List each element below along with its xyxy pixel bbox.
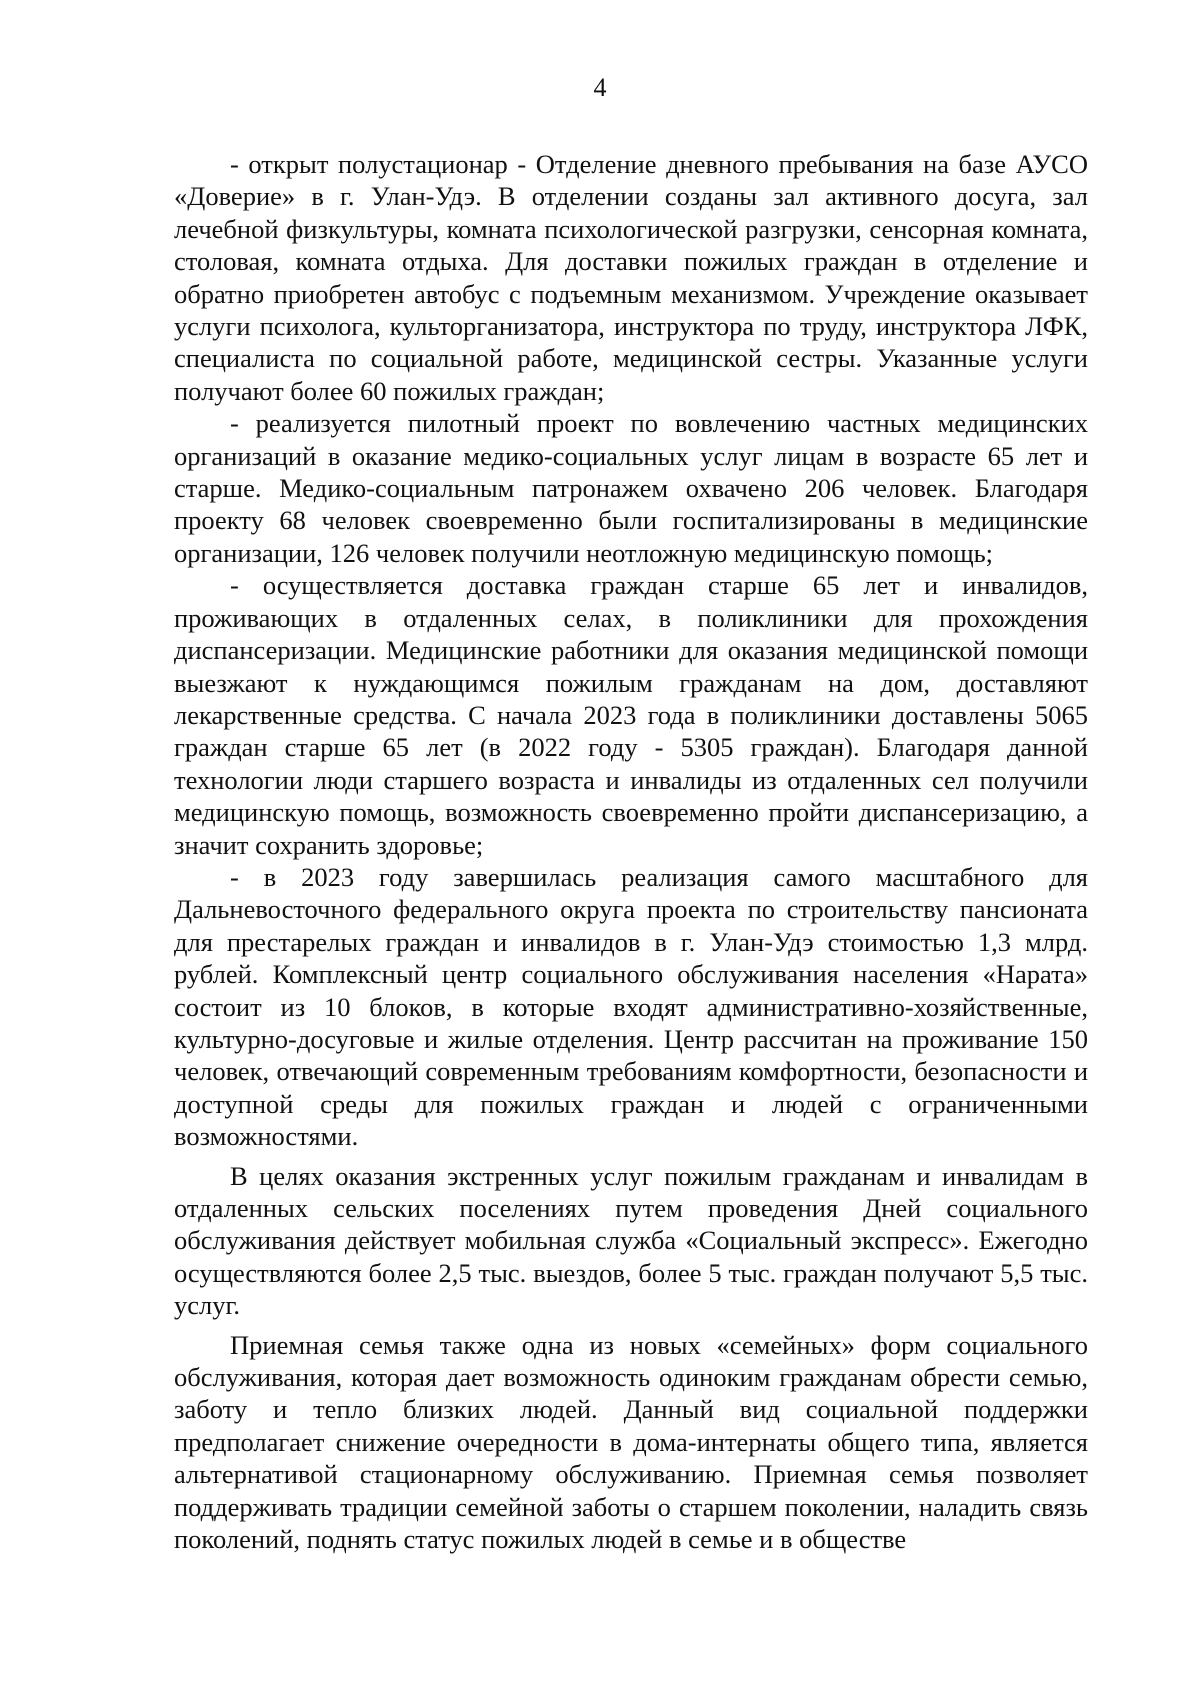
paragraph-day-care-unit: - открыт полустационар - Отделение дневного пребывания на базе АУСО «Доверие» в г. Улан-Удэ. В отделении созданы зал активного досуга, зал лечебной физкультуры, комната психологической разгрузки, сенсорная комната, столовая, комната отдыха. Для доставки пожилых граждан в отделение и обратно приобретен автобус с подъемным механизмом. Учреждение оказывает услуги психолога, культорганизатора, инструктора по труду, инструктора ЛФК, специалиста по социальной работе, медицинской сестры. Указанные услуги получают более 60 пожилых граждан; — [174, 149, 1088, 406]
paragraph-social-express: В целях оказания экстренных услуг пожилым гражданам и инвалидам в отдаленных сельских поселениях путем проведения Дней социального обслуживания действует мобильная служба «Социальный экспресс». Ежегодно осуществляются более 2,5 тыс. выездов, более 5 тыс. граждан получают 5,5 тыс. услуг. — [174, 1160, 1088, 1321]
document-body — [174, 148, 1088, 1555]
paragraph-boarding-house-project: - в 2023 году завершилась реализация самого масштабного для Дальневосточного федерального округа проекта по строительству пансионата для престарелых граждан и инвалидов в г. Улан-Удэ стоимостью 1,3 млрд. рублей. Комплексный центр социального обслуживания населения «Нарата» состоит из 10 блоков, в которые входят административно-хозяйственные, культурно-досуговые и жилые отделения. Центр рассчитан на проживание 150 человек, отвечающий современным требованиям комфортности, безопасности и доступной среды для пожилых граждан и людей с ограниченными возможностями. — [174, 861, 1088, 1152]
paragraph-transport-to-clinics: - осуществляется доставка граждан старше 65 лет и инвалидов, проживающих в отдаленных селах, в поликлиники для прохождения диспансеризации. Медицинские работники для оказания медицинской помощи выезжают к нуждающимся пожилым гражданам на дом, доставляют лекарственные средства. С начала 2023 года в поликлиники доставлены 5065 граждан старше 65 лет (в 2022 году - 5305 граждан). Благодаря данной технологии люди старшего возраста и инвалиды из отдаленных сел получили медицинскую помощь, возможность своевременно пройти диспансеризацию, а значит сохранить здоровье; — [174, 570, 1088, 860]
paragraph-pilot-project: - реализуется пилотный проект по вовлечению частных медицинских организаций в оказание медико-социальных услуг лицам в возрасте 65 лет и старше. Медико-социальным патронажем охвачено 206 человек. Благодаря проекту 68 человек своевременно были госпитализированы в медицинские организации, 126 человек получили неотложную медицинскую помощь; — [174, 408, 1088, 568]
paragraph-foster-family: Приемная семья также одна из новых «семейных» форм социального обслуживания, которая дает возможность одиноким гражданам обрести семью, заботу и тепло близких людей. Данный вид социальной поддержки предполагает снижение очередности в дома-интернаты общего типа, является альтернативой стационарному обслуживанию. Приемная семья позволяет поддерживать традиции семейной заботы о старшем поколении, наладить связь поколений, поднять статус пожилых людей в семье и в обществе — [174, 1329, 1088, 1555]
page-number: 4 — [593, 73, 607, 102]
